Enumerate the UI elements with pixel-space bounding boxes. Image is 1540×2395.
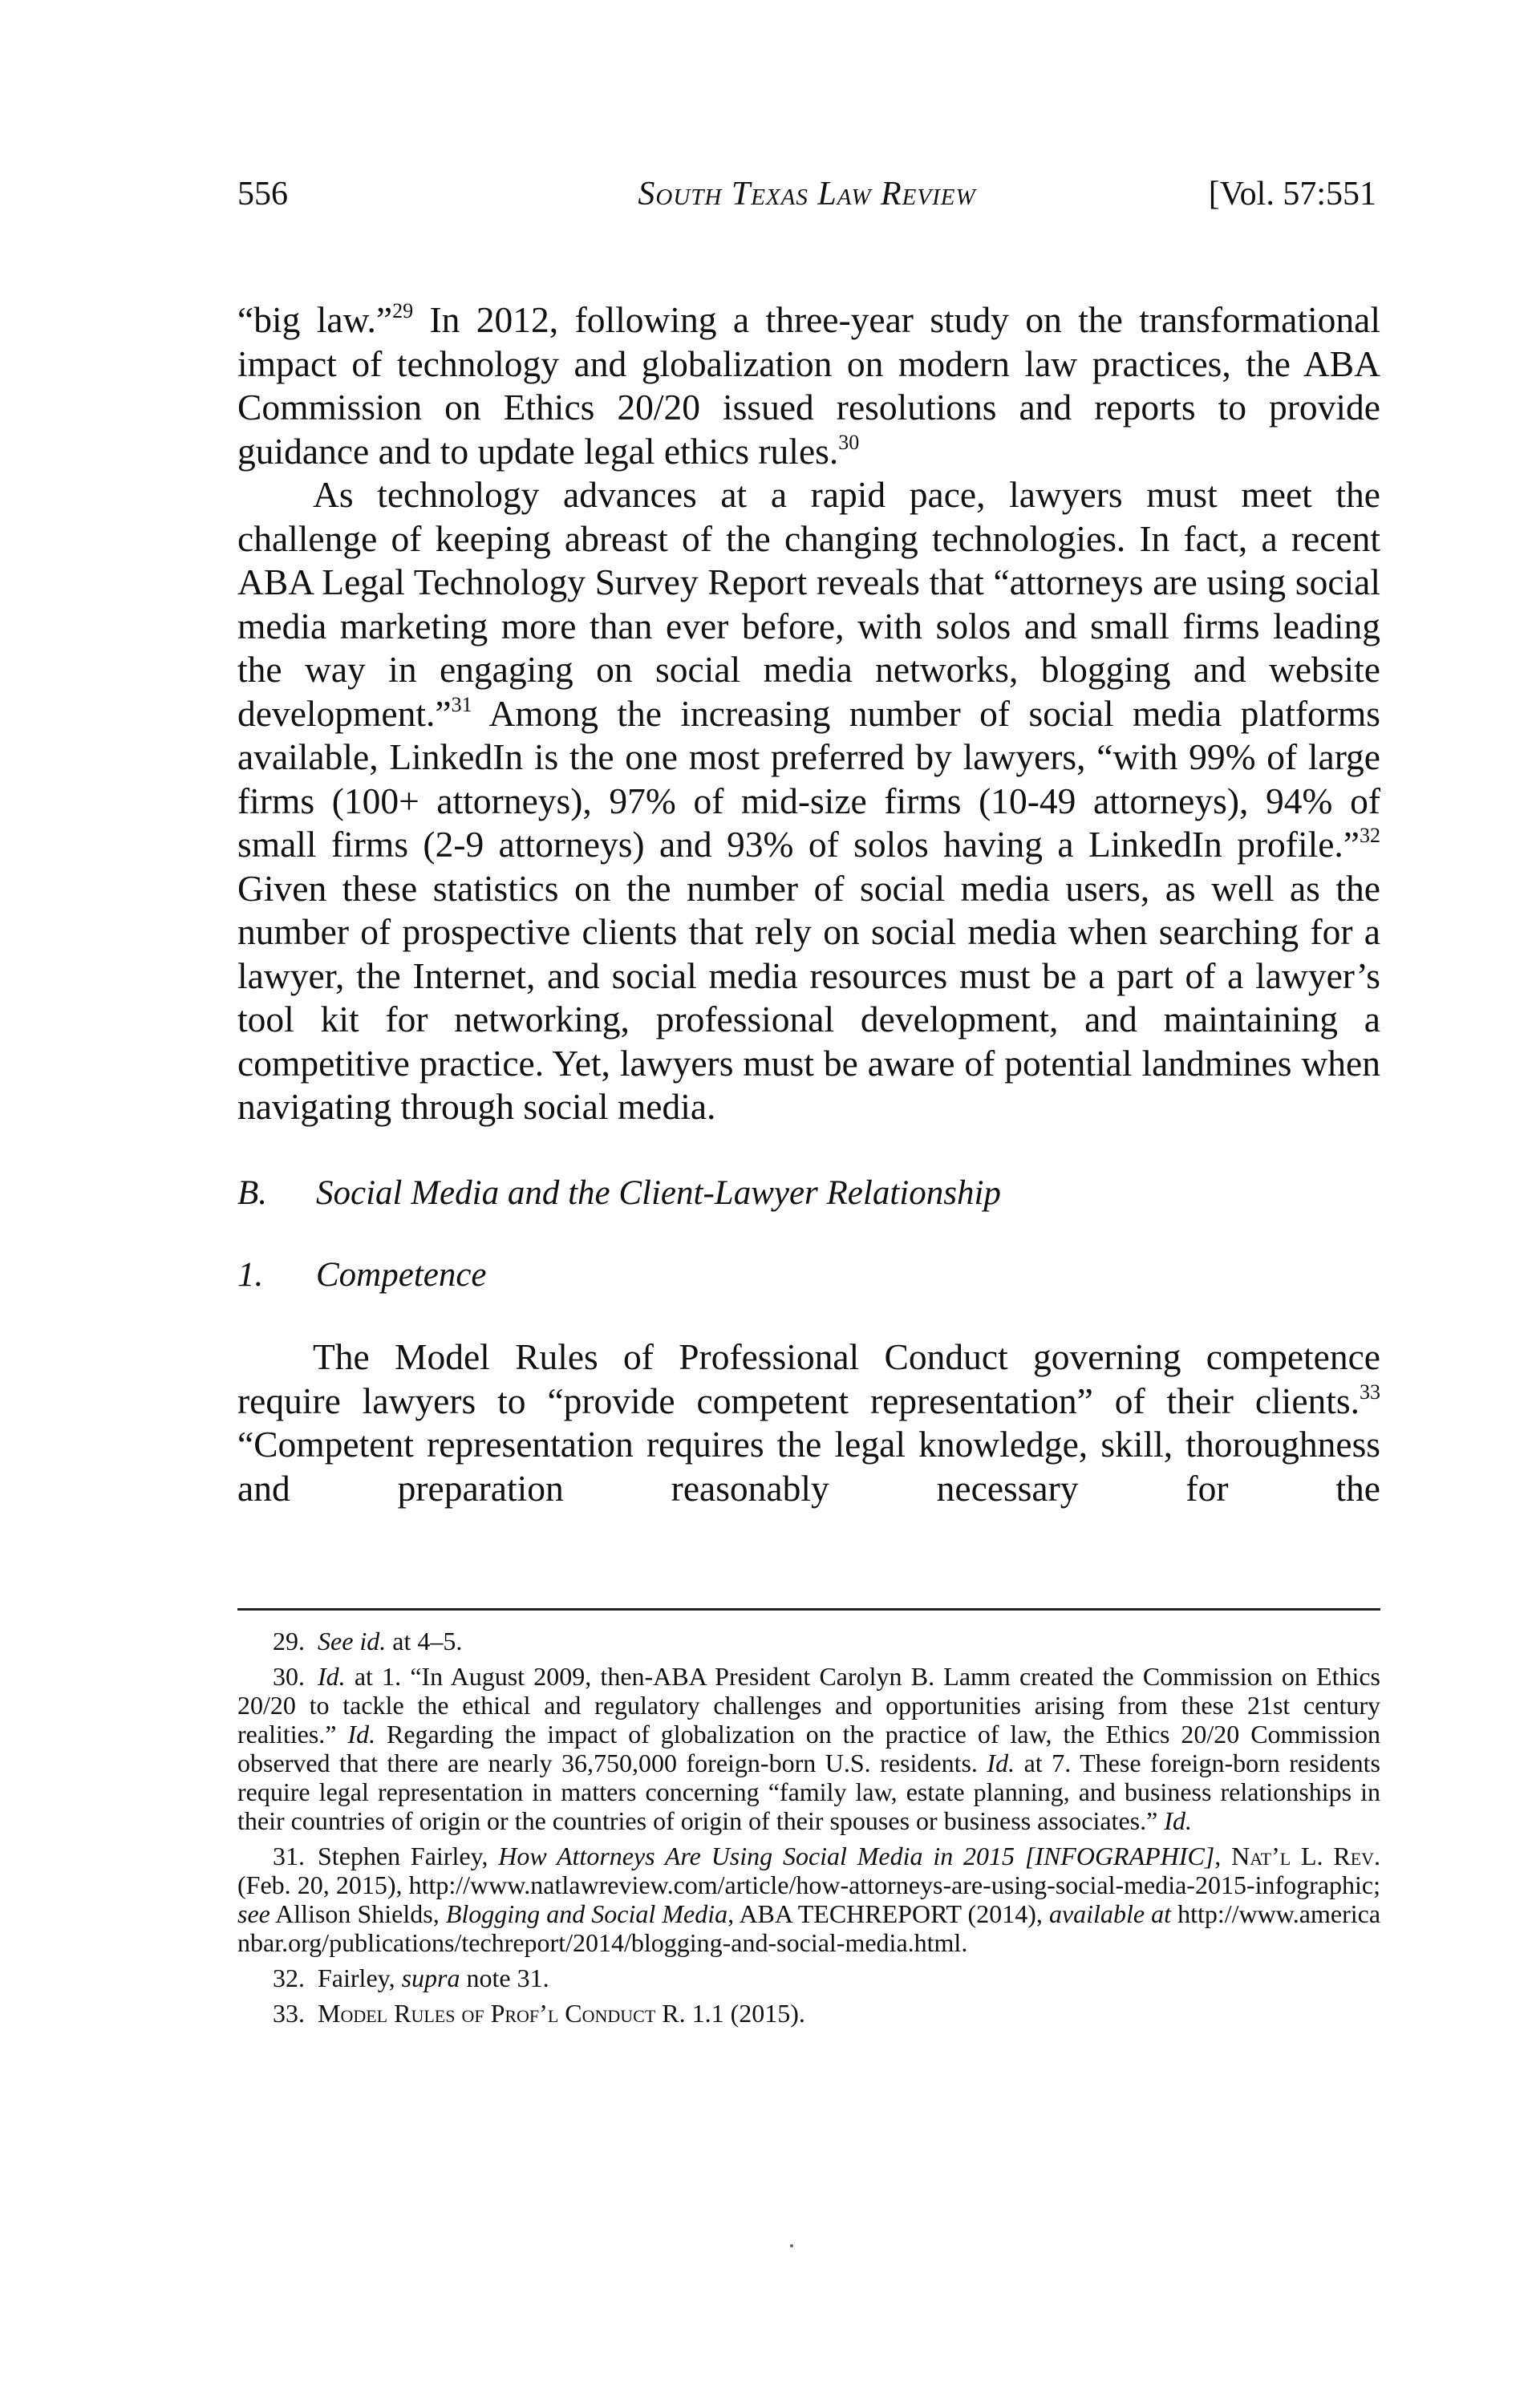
footnote-ref-32: 32: [1360, 824, 1380, 847]
footnote-30: 30. Id. at 1. “In August 2009, then-ABA President Carolyn B. Lamm created the Commission on Ethics 20/20 to tackle the ethical and regulatory challenges and opportunities arising from these 21st century realities.” Id. Regarding the impact of globalization on the practice of law, the Ethics 20/20 Commission observed that there are nearly 36,750,000 foreign-born U.S. residents. Id. at 7. These foreign-born residents require legal representation in matters concerning “family law, estate planning, and business relationships in their countries of origin or the countries of origin of their spouses or business associates.” Id.: [237, 1662, 1381, 1835]
subsection-number: 1.: [237, 1256, 264, 1294]
subsection-heading-1: [237, 1255, 487, 1295]
section-heading-b: [237, 1173, 1001, 1213]
footnote-33: 33. Model Rules of Prof’l Conduct R. 1.1 (2015).: [273, 1999, 805, 2028]
section-title: Social Media and the Client-Lawyer Relationship: [316, 1174, 1001, 1212]
footnote-ref-29: 29: [392, 299, 414, 322]
running-head: [237, 175, 1376, 223]
volume-citation: [Vol. 57:551: [1208, 176, 1376, 213]
stray-mark: [790, 2244, 793, 2247]
body-text-continued: [237, 1335, 1380, 1510]
journal-title: South Texas Law Review: [638, 176, 976, 213]
section-number: B.: [237, 1174, 268, 1212]
footnote-ref-33: 33: [1360, 1380, 1380, 1404]
subsection-title: Competence: [316, 1256, 487, 1294]
footnote-31: 31. Stephen Fairley, How Attorneys Are Using Social Media in 2015 [INFOGRAPHIC], Nat’l L. Rev. (Feb. 20, 2015), http://www.natlawreview.com/article/how-attorneys-are-using-social-media-2015-infographic; see Allison Shields, Blogging and Social Media, ABA TECHREPORT (2014), available at http://www.americanbar.org/publications/techreport/2014/blogging-and-social-media.html.: [237, 1842, 1381, 1957]
footnote-separator: [237, 1608, 1380, 1611]
page-number: 556: [237, 176, 288, 213]
body-text: [237, 298, 1380, 1129]
paragraph-3: The Model Rules of Professional Conduct governing competence require lawyers to “provide competent representation” of their clients.$^{33}$ “Competent representation requires the legal knowledge, skill, thoroughness and preparation reasonably necessary for the: [237, 1336, 1380, 1509]
footnote-ref-30: 30: [838, 430, 860, 454]
paragraph-1: “big law.”$^{29}$ In 2012, following a three-year study on the transformational impact of technology and globalization on modern law practices, the ABA Commission on Ethics 20/20 issued resolutions and reports to provide guidance and to update legal ethics rules.$^{30}$: [237, 299, 1380, 472]
paragraph-2: As technology advances at a rapid pace, lawyers must meet the challenge of keeping abreast of the changing technologies. In fact, a recent ABA Legal Technology Survey Report reveals that “attorneys are using social media marketing more than ever before, with solos and small firms leading the way in engaging on social media networks, blogging and website development.”$^{31}$ Among the increasing number of social media platforms available, LinkedIn is the one most preferred by lawyers, “with 99% of large firms (100+ attorneys), 97% of mid-size firms (10-49 attorneys), 94% of small firms (2-9 attorneys) and 93% of solos having a LinkedIn profile.”$^{32}$ Given these statistics on the number of social media users, as well as the number of prospective clients that rely on social media when searching for a lawyer, the Internet, and social media resources must be a part of a lawyer’s tool kit for networking, professional development, and maintaining a competitive practice. Yet, lawyers must be aware of potential landmines when navigating through social media.: [237, 474, 1380, 1127]
footnote-32: 32. Fairley, supra note 31.: [273, 1963, 549, 1992]
footnotes: [237, 1627, 1380, 2034]
footnote-29: 29. See id. at 4–5.: [273, 1627, 463, 1655]
footnote-ref-31: 31: [451, 692, 472, 716]
